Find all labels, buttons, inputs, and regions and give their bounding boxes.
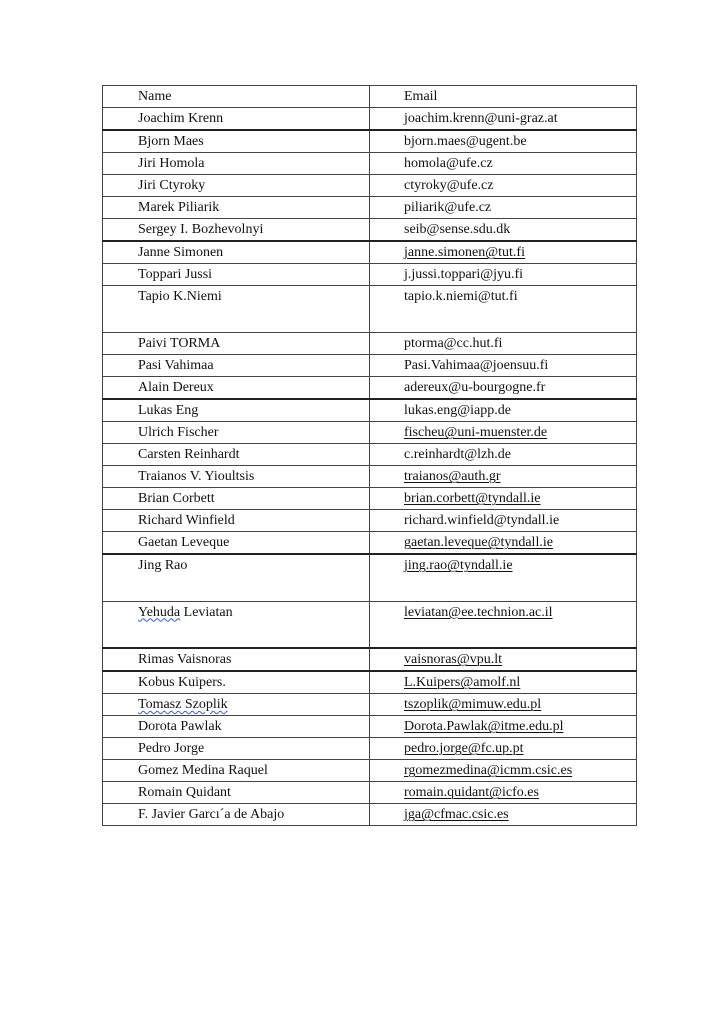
- email-cell: [370, 422, 637, 444]
- email-link[interactable]: leviatan@ee.technion.ac.il: [404, 604, 553, 620]
- table-row: [103, 648, 637, 671]
- table-row: [103, 153, 637, 175]
- name-cell: Romain Quidant: [103, 782, 370, 804]
- email-cell: joachim.krenn@uni-graz.at: [370, 108, 637, 131]
- table-row: [103, 671, 637, 694]
- name-cell: Pasi Vahimaa: [103, 355, 370, 377]
- name-cell: Ulrich Fischer: [103, 422, 370, 444]
- table-row: [103, 510, 637, 532]
- table-row: [103, 108, 637, 131]
- table-row: [103, 286, 637, 333]
- table-row: [103, 488, 637, 510]
- table-row: [103, 466, 637, 488]
- email-link[interactable]: gaetan.leveque@tyndall.ie: [404, 535, 553, 550]
- name-cell: Bjorn Maes: [103, 130, 370, 153]
- name-first-spellcheck: Yehuda: [138, 604, 181, 620]
- email-cell: lukas.eng@iapp.de: [370, 399, 637, 422]
- email-cell: homola@ufe.cz: [370, 153, 637, 175]
- email-link[interactable]: traianos@auth.gr: [404, 469, 501, 484]
- table-row: [103, 241, 637, 264]
- header-row: [103, 86, 637, 108]
- name-cell: [103, 694, 370, 716]
- email-cell: ptorma@cc.hut.fi: [370, 333, 637, 355]
- email-cell: [370, 804, 637, 826]
- name-column-header: Name: [103, 86, 370, 108]
- name-cell: Brian Corbett: [103, 488, 370, 510]
- email-cell: [370, 782, 637, 804]
- name-cell: Janne Simonen: [103, 241, 370, 264]
- table-row: [103, 219, 637, 242]
- email-cell: [370, 466, 637, 488]
- name-cell: Lukas Eng: [103, 399, 370, 422]
- email-cell: ctyroky@ufe.cz: [370, 175, 637, 197]
- name-cell: Jiri Ctyroky: [103, 175, 370, 197]
- name-cell: Marek Piliarik: [103, 197, 370, 219]
- email-cell: [370, 671, 637, 694]
- table-row: [103, 782, 637, 804]
- table-row: [103, 399, 637, 422]
- name-spellcheck: Tomasz Szoplik: [138, 697, 228, 712]
- name-cell: Traianos V. Yioultsis: [103, 466, 370, 488]
- email-cell: j.jussi.toppari@jyu.fi: [370, 264, 637, 286]
- table-row: [103, 377, 637, 400]
- email-link[interactable]: jga@cfmac.csic.es: [404, 807, 509, 822]
- name-cell: [103, 601, 370, 648]
- contacts-table: [102, 85, 637, 826]
- email-cell: [370, 694, 637, 716]
- name-cell: Dorota Pawlak: [103, 716, 370, 738]
- table-row: [103, 444, 637, 466]
- name-cell: Kobus Kuipers.: [103, 671, 370, 694]
- email-link[interactable]: rgomezmedina@icmm.csic.es: [404, 763, 573, 778]
- name-cell: Gaetan Leveque: [103, 532, 370, 555]
- email-link[interactable]: Dorota.Pawlak@itme.edu.pl: [404, 719, 564, 734]
- email-cell: [370, 601, 637, 648]
- name-cell: Gomez Medina Raquel: [103, 760, 370, 782]
- email-cell: piliarik@ufe.cz: [370, 197, 637, 219]
- table-row: [103, 197, 637, 219]
- email-cell: [370, 241, 637, 264]
- table-row: [103, 804, 637, 826]
- table-row: [103, 760, 637, 782]
- name-cell: Joachim Krenn: [103, 108, 370, 131]
- name-cell: Jing Rao: [103, 554, 370, 601]
- email-cell: [370, 532, 637, 555]
- email-link[interactable]: vaisnoras@vpu.lt: [404, 652, 503, 667]
- table-row: [103, 175, 637, 197]
- email-cell: [370, 488, 637, 510]
- name-cell: Carsten Reinhardt: [103, 444, 370, 466]
- name-cell: Jiri Homola: [103, 153, 370, 175]
- email-cell: [370, 648, 637, 671]
- email-cell: seib@sense.sdu.dk: [370, 219, 637, 242]
- table-row: [103, 532, 637, 555]
- email-cell: adereux@u-bourgogne.fr: [370, 377, 637, 400]
- name-cell: Alain Dereux: [103, 377, 370, 400]
- email-cell: [370, 760, 637, 782]
- email-link[interactable]: jing.rao@tyndall.ie: [404, 558, 513, 573]
- name-cell: Tapio K.Niemi: [103, 286, 370, 333]
- table-row: [103, 355, 637, 377]
- table-row: [103, 738, 637, 760]
- name-cell: Pedro Jorge: [103, 738, 370, 760]
- email-link[interactable]: pedro.jorge@fc.up.pt: [404, 741, 524, 756]
- table-row: [103, 333, 637, 355]
- email-cell: [370, 554, 637, 601]
- email-cell: [370, 716, 637, 738]
- table-row: [103, 716, 637, 738]
- name-cell: Paivi TORMA: [103, 333, 370, 355]
- email-cell: Pasi.Vahimaa@joensuu.fi: [370, 355, 637, 377]
- name-cell: Richard Winfield: [103, 510, 370, 532]
- table-row: [103, 422, 637, 444]
- table-row: [103, 694, 637, 716]
- table-row: [103, 264, 637, 286]
- email-cell: c.reinhardt@lzh.de: [370, 444, 637, 466]
- name-rest: Leviatan: [180, 604, 233, 620]
- email-cell: richard.winfield@tyndall.ie: [370, 510, 637, 532]
- table-row: [103, 554, 637, 601]
- name-cell: Toppari Jussi: [103, 264, 370, 286]
- email-cell: tapio.k.niemi@tut.fi: [370, 286, 637, 333]
- email-cell: [370, 738, 637, 760]
- email-link[interactable]: romain.quidant@icfo.es: [404, 785, 539, 800]
- email-link[interactable]: janne.simonen@tut.fi: [404, 245, 525, 260]
- name-cell: F. Javier Garcı´a de Abajo: [103, 804, 370, 826]
- table-row: [103, 130, 637, 153]
- email-cell: bjorn.maes@ugent.be: [370, 130, 637, 153]
- email-link[interactable]: L.Kuipers@amolf.nl: [404, 675, 521, 690]
- email-link[interactable]: brian.corbett@tyndall.ie: [404, 491, 541, 506]
- table-row: [103, 601, 637, 648]
- name-cell: Sergey I. Bozhevolnyi: [103, 219, 370, 242]
- email-link[interactable]: tszoplik@mimuw.edu.pl: [404, 697, 542, 712]
- email-link[interactable]: fischeu@uni-muenster.de: [404, 425, 548, 440]
- email-column-header: Email: [370, 86, 637, 108]
- name-cell: Rimas Vaisnoras: [103, 648, 370, 671]
